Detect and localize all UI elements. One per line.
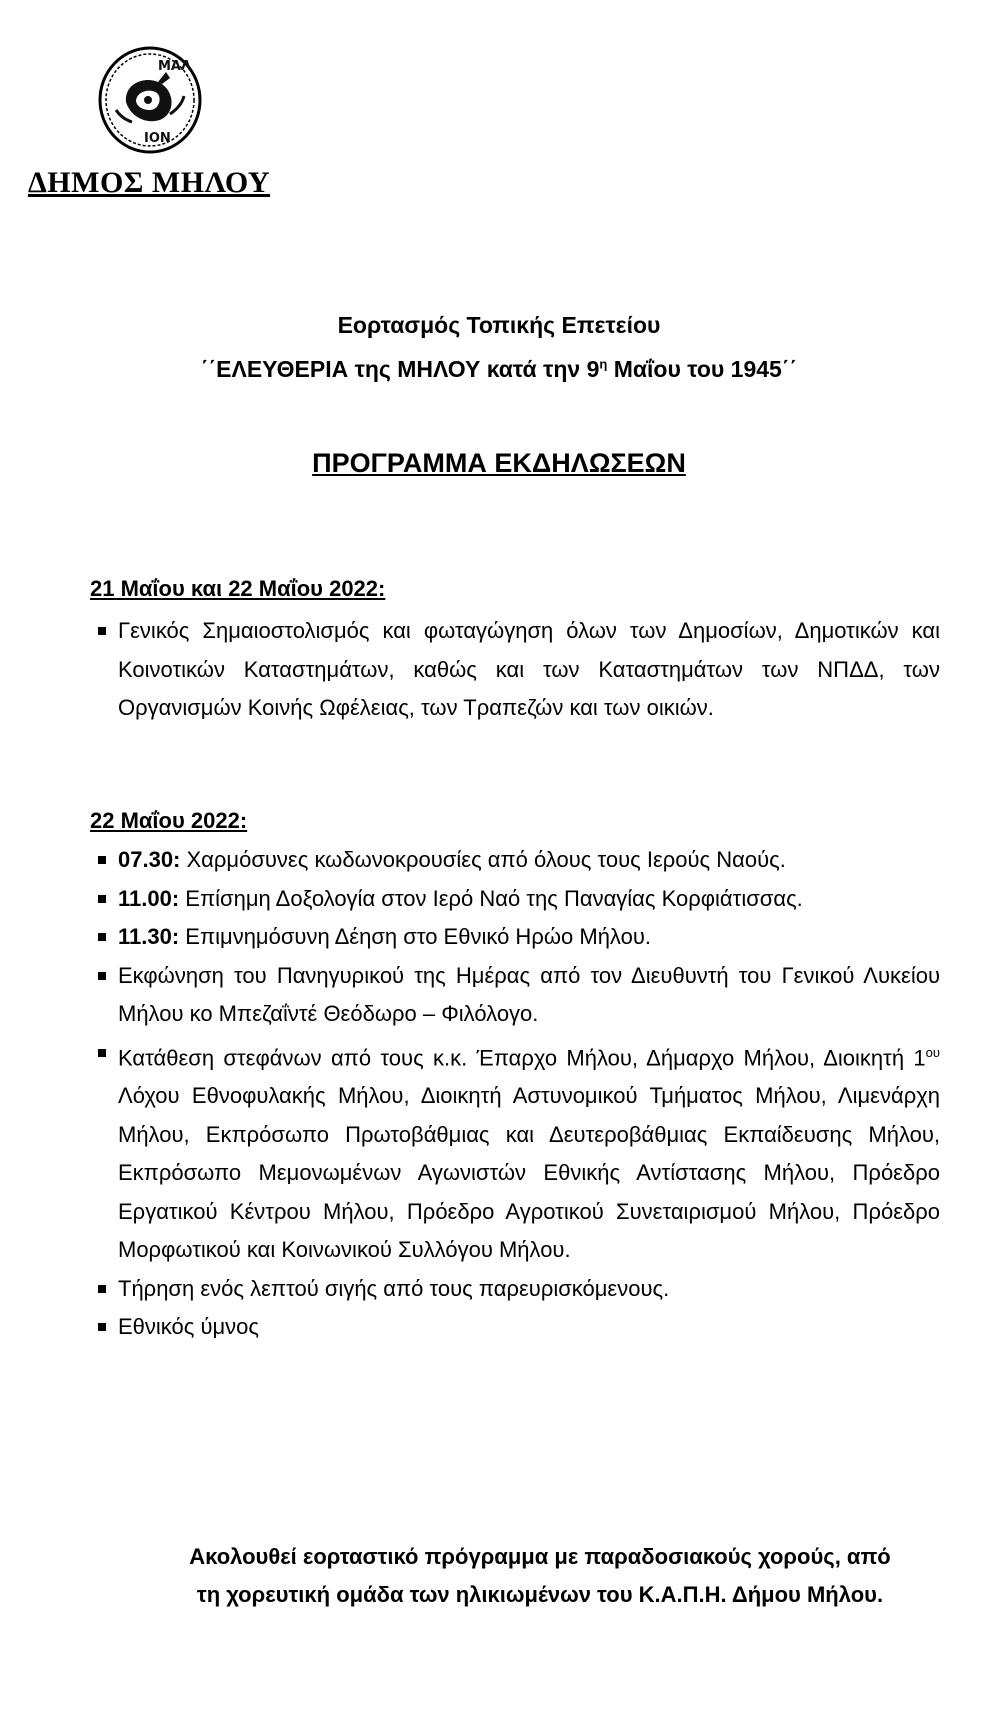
- list-item: Τήρηση ενός λεπτού σιγής από τους παρευρισκόμενους.: [96, 1270, 940, 1309]
- list-item: 07.30: Χαρμόσυνες κωδωνοκρουσίες από όλους τους Ιερούς Ναούς.: [96, 841, 940, 880]
- svg-text:ΜΑΛ: ΜΑΛ: [158, 59, 192, 74]
- footer-note: [100, 1538, 980, 1614]
- list-item: Εκφώνηση του Πανηγυρικού της Ημέρας από τον Διευθυντή του Γενικού Λυκείου Μήλου κο Μπεζαΐντέ Θεόδωρο – Φιλόλογο.: [96, 957, 940, 1034]
- svg-text:ΙΟΝ: ΙΟΝ: [144, 131, 171, 146]
- list-item: Γενικός Σημαιοστολισμός και φωταγώγηση όλων των Δημοσίων, Δημοτικών και Κοινοτικών Καταστημάτων, καθώς και των Καταστημάτων των ΝΠΔΔ, των Οργανισμών Κοινής Ωφέλειας, των Τραπεζών και των οικιών.: [96, 612, 940, 728]
- title-line-1: Εορτασμός Τοπικής Επετείου: [337, 312, 661, 338]
- title-line-2: ΄΄ΕΛΕΥΘΕΡΙΑ της ΜΗΛΟΥ κατά την $9^\eta$ Μαΐου του 1945΄΄: [200, 356, 798, 382]
- program-heading: ΠΡΟΓΡΑΜΜΑ ΕΚΔΗΛΩΣΕΩΝ: [312, 448, 686, 478]
- section-2-heading: 22 Μαΐου 2022:: [90, 808, 248, 833]
- list-item: 11.00: Επίσημη Δοξολογία στον Ιερό Ναό της Παναγίας Κορφιάτισσας.: [96, 880, 940, 919]
- section-1-heading: 21 Μαΐου και 22 Μαΐου 2022:: [90, 576, 386, 601]
- footer-line-2: τη χορευτική ομάδα των ηλικιωμένων του Κ.Α.Π.Η. Δήμου Μήλου.: [196, 1582, 884, 1607]
- municipality-logo-coin: [96, 44, 204, 156]
- list-item: 11.30: Επιμνημόσυνη Δέηση στο Εθνικό Ηρώο Μήλου.: [96, 918, 940, 957]
- section-2-list: [96, 841, 940, 1347]
- footer-line-1: Ακολουθεί εορταστικό πρόγραμμα με παραδοσιακούς χορούς, από: [189, 1544, 891, 1569]
- section-1-list: [96, 612, 940, 728]
- municipality-name: ΔΗΜΟΣ ΜΗΛΟΥ: [28, 166, 271, 199]
- list-item: Εθνικός ύμνος: [96, 1308, 940, 1347]
- list-item: Κατάθεση στεφάνων από τους κ.κ. Έπαρχο Μήλου, Δήμαρχο Μήλου, Διοικητή $1^{o\upsilon}$ Λόχου Εθνοφυλακής Μήλου, Διοικητή Αστυνομικού Τμήματος Μήλου, Λιμενάρχη Μήλου, Εκπρόσωπο Πρωτοβάθμιας και Δευτεροβάθμιας Εκπαίδευσης Μήλου, Εκπρόσωπο Μεμονωμένων Αγωνιστών Εθνικής Αντίστασης Μήλου, Πρόεδρο Εργατικού Κέντρου Μήλου, Πρόεδρο Αγροτικού Συνεταιρισμού Μήλου, Πρόεδρο Μορφωτικού και Κοινωνικού Συλλόγου Μήλου.: [96, 1034, 940, 1270]
